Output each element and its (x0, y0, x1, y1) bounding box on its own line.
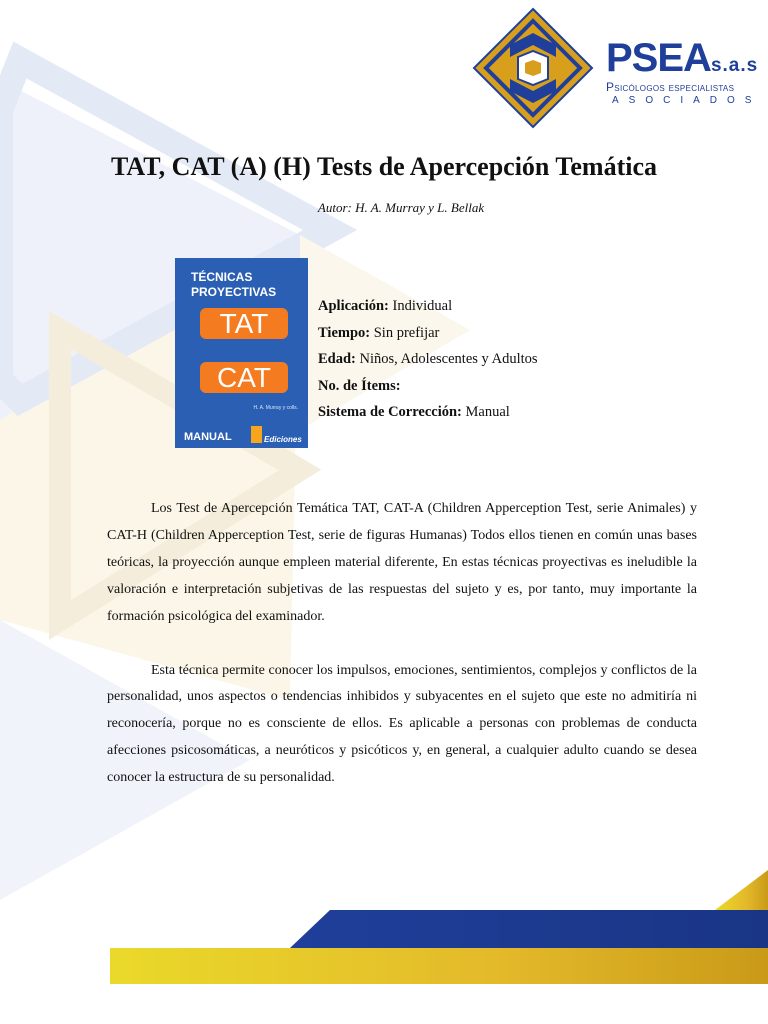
publisher-logo-icon (251, 426, 262, 443)
cover-cat-label: CAT (200, 362, 288, 393)
test-specs (318, 293, 538, 426)
paragraph-2: Esta técnica permite conocer los impulsos, emociones, sentimientos, complejos y conflictos de la personalidad, unos aspectos o tendencias inhibidos y subyacentes en el sujeto que este no admitiría ni reconocería, porque no es consciente de ellos. Es aplicable a personas con problemas de conducta afecciones psicosomáticas, a neuróticos y psicóticos y, en general, a cualquier adulto cuando se desea conocer la estructura de su personalidad. (107, 662, 697, 786)
brand-wordmark (606, 38, 766, 106)
description-body (107, 496, 697, 792)
cover-authors: H. A. Murray y colls. (253, 405, 298, 411)
spec-items: No. de Ítems: (318, 377, 401, 394)
book-cover-image (175, 258, 308, 448)
cover-publisher: Ediciones (264, 435, 302, 444)
psea-logo-icon (470, 5, 596, 131)
cover-tat-label: TAT (200, 308, 288, 339)
spec-aplicacion: Aplicación: Individual (318, 298, 453, 314)
spec-correccion: Sistema de Corrección: Manual (318, 404, 510, 421)
paragraph-1: Los Test de Apercepción Temática TAT, CAT-A (Children Apperception Test, serie Animales) y CAT-H (Children Apperception Test, serie de figuras Humanas) Todos ellos tienen en común unas bases teóricas, la proyección aunque empleen material diferente, En estas técnicas proyectivas es ineludible la valoración e interpretación subjetivas de las respuestas del sujeto y es, por tanto, muy importante la formación psicológica del examinador. (107, 501, 697, 624)
document-title: TAT, CAT (A) (H) Tests de Apercepción Temática (111, 152, 657, 181)
brand-tagline: Psicólogos especialistas (606, 80, 735, 94)
cover-series: TÉCNICAS PROYECTIVAS (191, 270, 277, 299)
spec-tiempo: Tiempo: Sin prefijar (318, 324, 440, 341)
brand-tagline-2: ASOCIADOS (612, 95, 762, 106)
footer-stripes (0, 860, 768, 990)
brand-name: PSEAs.a.s (606, 36, 759, 80)
cover-manual-label: MANUAL (184, 431, 232, 443)
spec-edad: Edad: Niños, Adolescentes y Adultos (318, 351, 538, 368)
document-author: Autor: H. A. Murray y L. Bellak (317, 200, 485, 215)
